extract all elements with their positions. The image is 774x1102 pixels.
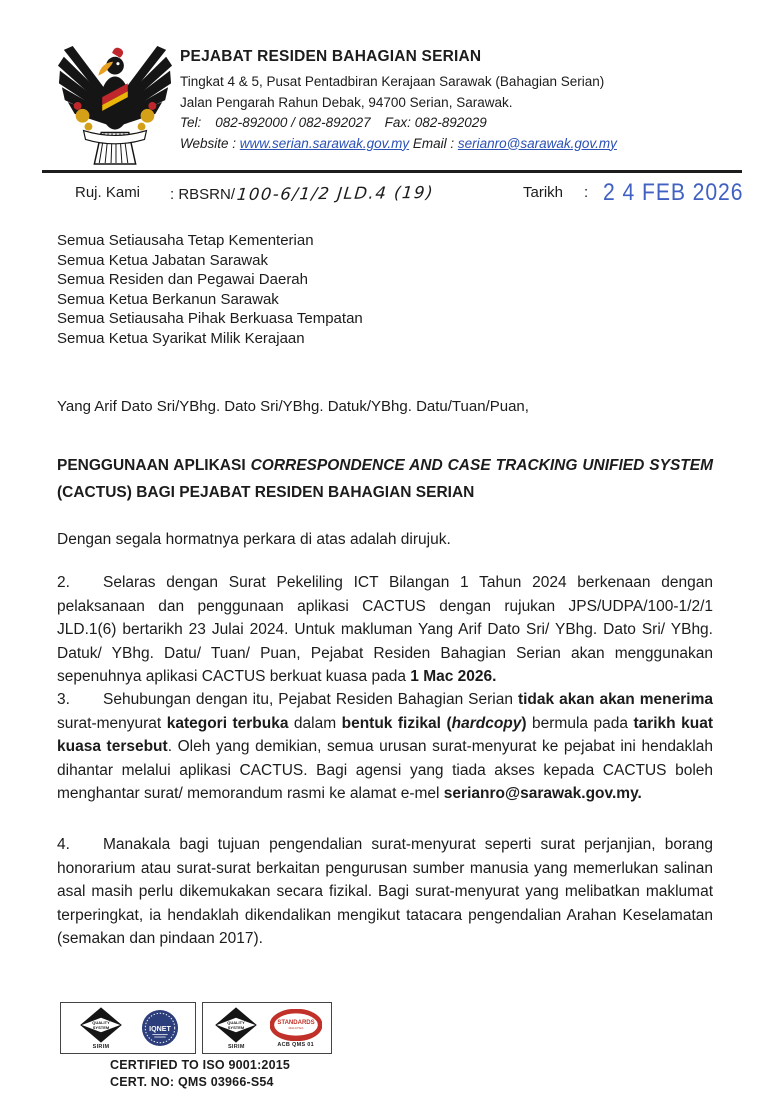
- recipient-line: Semua Ketua Jabatan Sarawak: [57, 251, 268, 269]
- paragraph-4: 4. Manakala bagi tujuan pengendalian surat-menyurat seperti surat perjanjian, borang honorarium atau surat-surat berkaitan pengurusan sumber manusia yang memerlukan salinan asal masih perlu dikemukakan secara fizikal. Bagi surat-menyurat yang melibatkan maklumat terperingkat, ia hendaklah dikendalikan mengikut tatacara pengendalian Arahan Keselamatan (semakan dan pindaan 2017).: [57, 836, 713, 947]
- certification-text: [110, 1057, 290, 1090]
- svg-text:STANDARDS: STANDARDS: [276, 1019, 315, 1026]
- paragraph-2: 2. Selaras dengan Surat Pekeliling ICT Bilangan 1 Tahun 2024 berkenaan dengan pelaksanaan dan penggunaan aplikasi CACTUS dengan rujukan JPS/UDPA/100-1/2/1 JLD.1(6) bertarikh 23 Julai 2024. Untuk makluman Yang Arif Dato Sri/ YBhg. Dato Sri/ YBhg. Datuk/ YBhg. Datu/ Tuan/ Puan, Pejabat Residen Bahagian Serian akan menggunakan sepenuhnya aplikasi CACTUS berkuat kuasa pada 1 Mac 2026.: [57, 574, 713, 685]
- cert-line-1: CERTIFIED TO ISO 9001:2015: [110, 1058, 291, 1072]
- acb-qms-caption: ACB QMS 01: [277, 1041, 314, 1048]
- recipient-line: Semua Ketua Berkanun Sarawak: [57, 290, 279, 308]
- website-label: Website :: [180, 135, 237, 151]
- recipient-line: Semua Residen dan Pegawai Daerah: [57, 271, 308, 288]
- iqnet-logo: [141, 1009, 179, 1047]
- svg-text:MALAYSIA: MALAYSIA: [288, 1025, 303, 1030]
- fax-label: Fax:: [384, 115, 411, 130]
- email-link[interactable]: serianro@sarawak.gov.my: [457, 135, 617, 151]
- letterhead: [180, 48, 738, 154]
- email-label: Email :: [412, 135, 455, 151]
- recipient-line: Semua Setiausaha Pihak Berkuasa Tempatan: [57, 310, 363, 327]
- svg-text:QUALITY: QUALITY: [227, 1019, 246, 1025]
- date-stamp: 2 4 FEB 2026: [603, 178, 744, 206]
- sirim-caption: SIRIM: [92, 1043, 110, 1050]
- tel-label: Tel:: [180, 115, 202, 130]
- svg-text:SYSTEM: SYSTEM: [228, 1024, 245, 1030]
- svg-text:IQNET: IQNET: [149, 1024, 171, 1033]
- subject-heading: PENGGUNAAN APLIKASI CORRESPONDENCE AND CASE TRACKING UNIFIED SYSTEM (CACTUS) BAGI PEJABAT RESIDEN BAHAGIAN SERIAN: [57, 457, 713, 501]
- ref-number-printed: : RBSRN/: [170, 186, 236, 203]
- sarawak-crest-logo: [56, 40, 174, 168]
- header-divider: [42, 170, 742, 173]
- sirim-caption: SIRIM: [227, 1043, 245, 1050]
- sirim-logo: [212, 1007, 260, 1050]
- web-line: [180, 134, 738, 155]
- certification-box-sirim-iqnet: [60, 1002, 196, 1054]
- svg-text:SYSTEM: SYSTEM: [92, 1024, 110, 1030]
- svg-text:QUALITY: QUALITY: [92, 1019, 110, 1025]
- paragraph-1: Dengan segala hormatnya perkara di atas adalah dirujuk.: [57, 531, 451, 548]
- reference-row: [0, 178, 774, 212]
- sirim-logo: [77, 1007, 125, 1050]
- recipient-line: Semua Ketua Syarikat Milik Kerajaan: [57, 329, 305, 347]
- fax-value: 082-892029: [414, 115, 487, 130]
- office-name: PEJABAT RESIDEN BAHAGIAN SERIAN: [180, 48, 482, 65]
- date-colon: :: [584, 184, 589, 201]
- cert-line-2: CERT. NO: QMS 03966-S54: [110, 1074, 274, 1089]
- tel-value: 082-892000 / 082-892027: [215, 115, 371, 130]
- recipient-line: Semua Setiausaha Tetap Kementerian: [57, 232, 314, 249]
- address-line-2: Jalan Pengarah Rahun Debak, 94700 Serian, Sarawak.: [180, 94, 513, 110]
- address-line-1: Tingkat 4 & 5, Pusat Pentadbiran Kerajaan Sarawak (Bahagian Serian): [180, 74, 605, 89]
- ref-number-handwritten: 100-6/1/2 JLD.4 (19): [236, 182, 435, 205]
- paragraph-3: 3. Sehubungan dengan itu, Pejabat Residen Bahagian Serian tidak akan akan menerima surat-menyurat kategori terbuka dalam bentuk fizikal (hardcopy) bermula pada tarikh kuat kuasa tersebut. Oleh yang demikian, semua urusan surat-menyurat ke pejabat ini hendaklah dihantar melalui aplikasi CACTUS. Bagi agensi yang tiada akses kepada CACTUS boleh menghantar surat/ memorandum rasmi ke alamat e-mel serianro@sarawak.gov.my.: [57, 691, 713, 802]
- certification-box-sirim-standards: [202, 1002, 332, 1054]
- date-label: Tarikh: [523, 184, 564, 201]
- salutation: Yang Arif Dato Sri/YBhg. Dato Sri/YBhg. Datuk/YBhg. Datu/Tuan/Puan,: [57, 398, 529, 415]
- ref-number: [170, 184, 434, 203]
- recipient-list: [57, 231, 363, 348]
- ref-label: Ruj. Kami: [75, 184, 141, 201]
- standards-malaysia-logo: [270, 1009, 322, 1048]
- website-link[interactable]: www.serian.sarawak.gov.my: [239, 135, 410, 151]
- phone-line: [180, 113, 738, 134]
